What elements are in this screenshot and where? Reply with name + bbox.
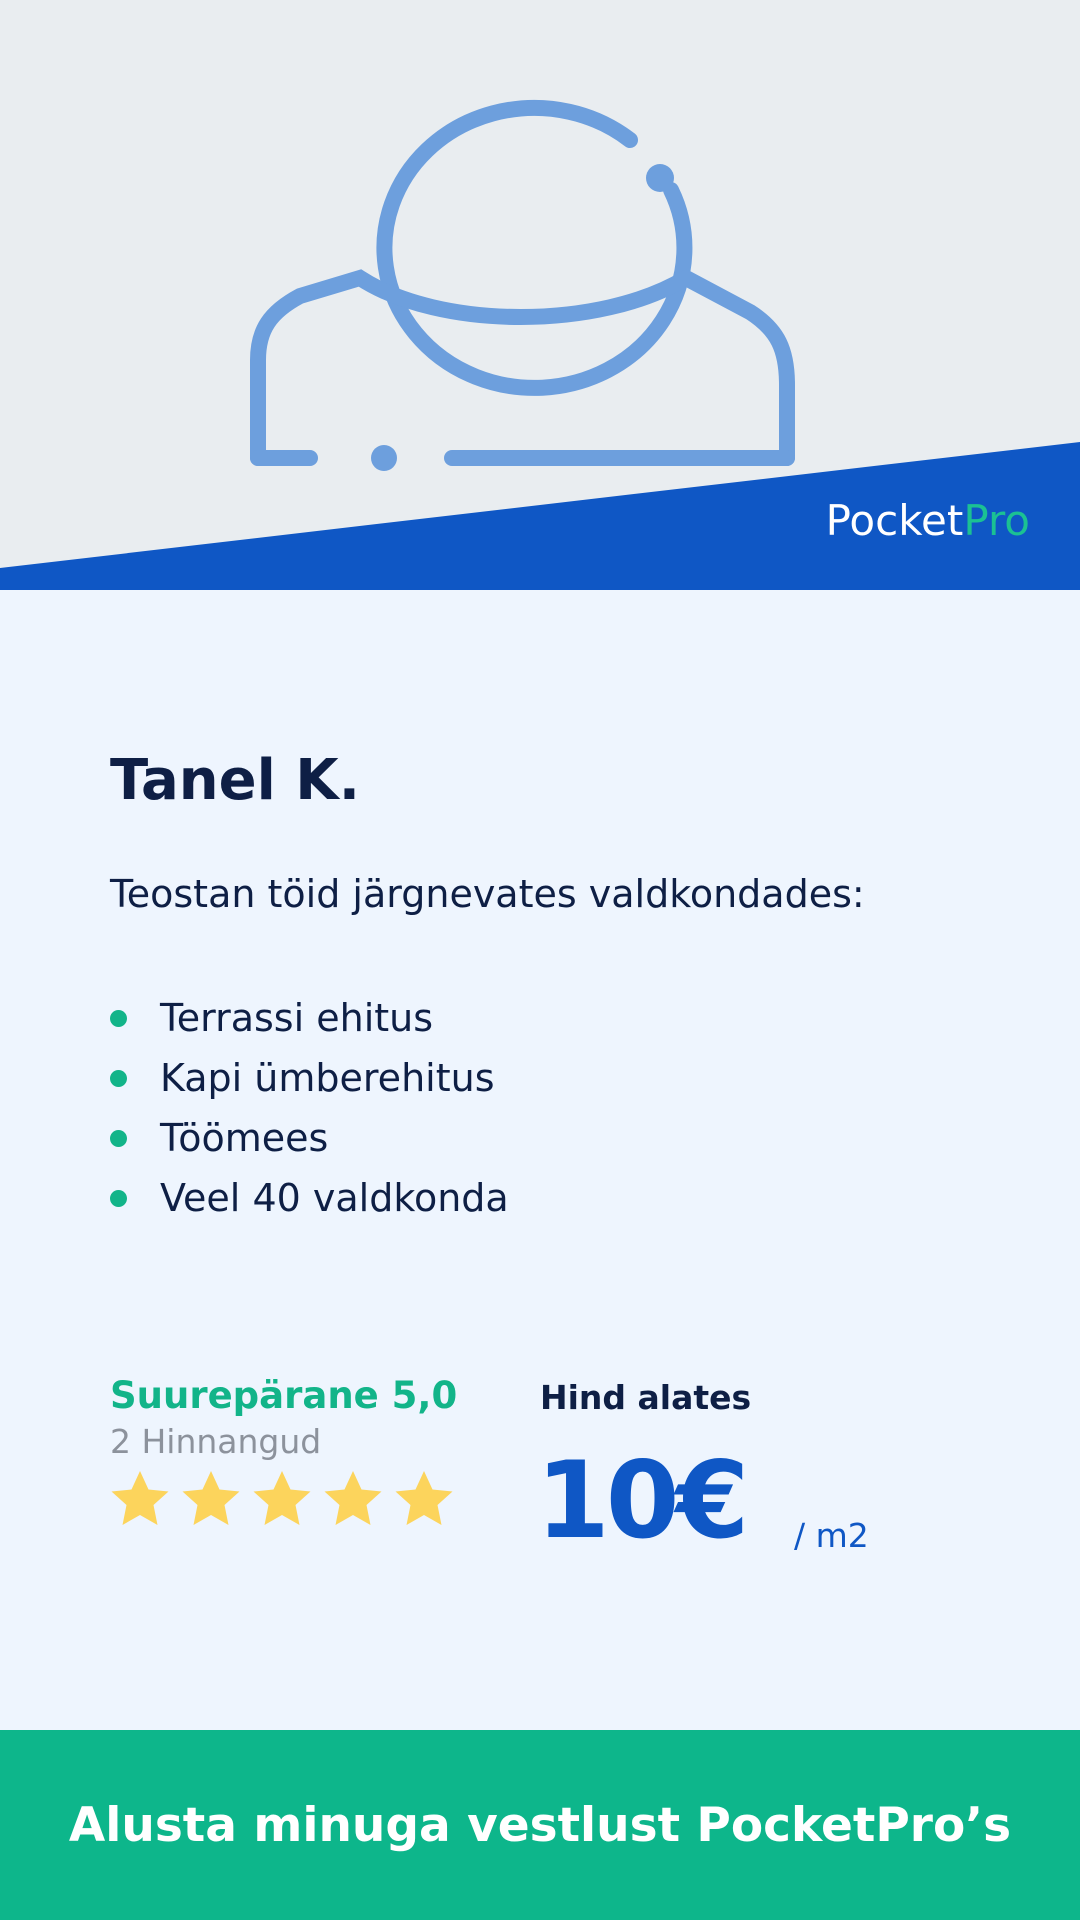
star-icon — [179, 1468, 243, 1532]
skill-label: Kapi ümberehitus — [160, 1056, 495, 1100]
price-label: Hind alates — [540, 1378, 752, 1417]
bullet-icon — [110, 1130, 127, 1147]
star-rating — [108, 1468, 463, 1538]
star-icon — [321, 1468, 385, 1532]
profile-name: Tanel K. — [110, 748, 360, 813]
rating-title: Suurepärane 5,0 — [110, 1374, 458, 1417]
skills-list — [110, 988, 509, 1228]
skill-item — [110, 1108, 509, 1168]
price-unit: / m2 — [794, 1516, 869, 1555]
start-chat-button[interactable] — [0, 1730, 1080, 1920]
brand-logo-part1: Pocket — [825, 496, 964, 545]
price-value: 10€ — [536, 1439, 746, 1562]
brand-logo — [826, 496, 1030, 545]
star-icon — [108, 1468, 172, 1532]
skill-label: Veel 40 valdkonda — [160, 1176, 509, 1220]
skill-item — [110, 1168, 509, 1228]
star-icon — [250, 1468, 314, 1532]
start-chat-button-label: Alusta minuga vestlust PocketPro’s — [68, 1797, 1012, 1853]
brand-logo-part2: Pro — [963, 496, 1030, 545]
skill-label: Terrassi ehitus — [160, 996, 434, 1040]
bullet-icon — [110, 1010, 127, 1027]
profile-hero — [0, 0, 1080, 590]
bullet-icon — [110, 1190, 127, 1207]
star-icon — [392, 1468, 456, 1532]
skill-item — [110, 1048, 509, 1108]
profile-intro: Teostan töid järgnevates valdkondades: — [110, 872, 865, 916]
bullet-icon — [110, 1070, 127, 1087]
rating-count: 2 Hinnangud — [110, 1422, 322, 1461]
skill-item — [110, 988, 509, 1048]
skill-label: Töömees — [160, 1116, 329, 1160]
